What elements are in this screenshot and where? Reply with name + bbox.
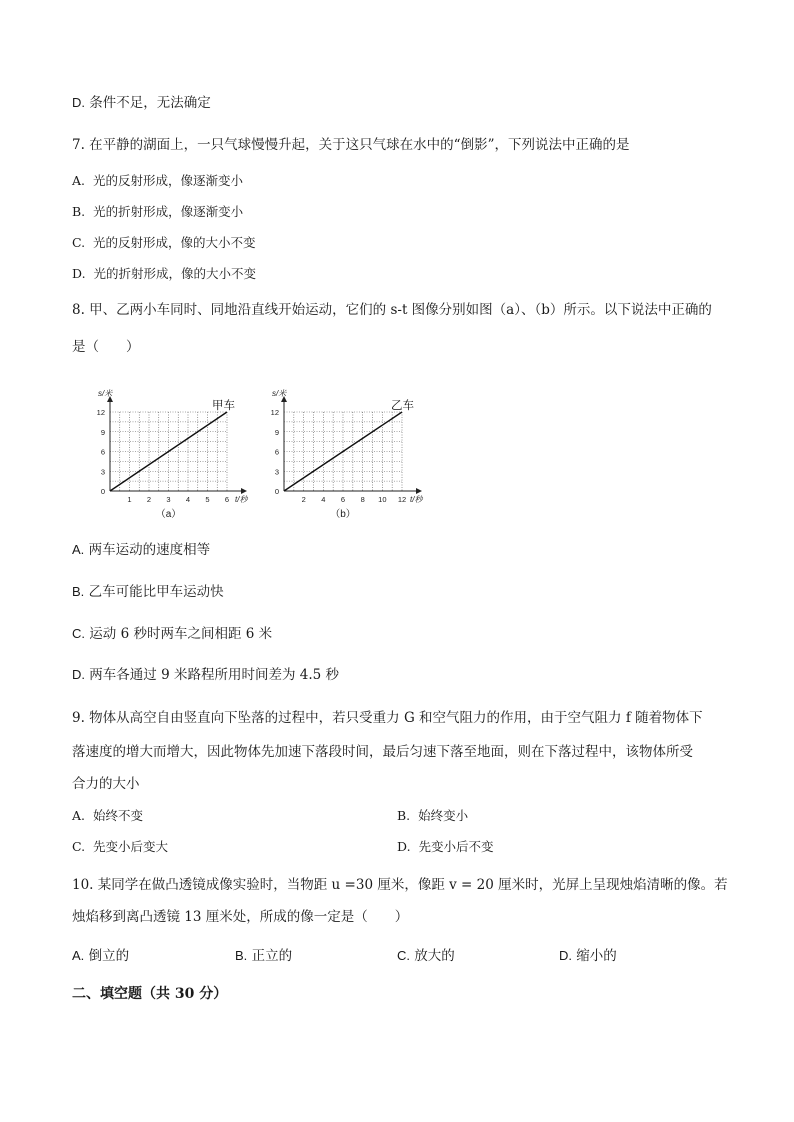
y-tick-label: 0 [274,487,279,496]
q9-option-a: A. 始终不变 [72,808,143,823]
q7-option-c: C. 光的反射形成，像的大小不变 [72,235,256,250]
q8-option-b: B. 乙车可能比甲车运动快 [72,584,224,600]
y-tick-label: 9 [100,427,105,437]
x-tick-label: 4 [321,495,326,504]
y-tick-label: 6 [274,447,279,457]
x-axis-label: t/秒 [410,495,423,504]
chart-caption: （b） [330,509,356,520]
y-tick-label: 12 [96,408,105,417]
x-tick-label: 4 [185,495,191,504]
q9-stem-line1: 9. 物体从高空自由竖直向下坠落的过程中，若只受重力 G 和空气阻力的作用，由于空气阻力 f 随着物体下 [72,710,703,726]
x-axis-arrow [241,488,247,494]
x-tick-label: 10 [378,495,387,504]
q7-option-b: B. 光的折射形成，像逐渐变小 [72,204,244,219]
q10-option-d: D. 缩小的 [559,948,617,964]
y-tick-label: 3 [100,467,105,477]
q7-option-d: D. 光的折射形成，像的大小不变 [72,266,257,281]
chart-title: 乙车 [391,400,414,412]
q8-option-d: D. 两车各通过 9 米路程所用时间差为 4.5 秒 [72,667,340,683]
x-tick-label: 5 [205,495,210,504]
q10-option-b: B. 正立的 [235,948,293,964]
q9-option-d: D. 先变小后不变 [397,839,494,854]
q10-stem-line1: 10. 某同学在做凸透镜成像实验时，当物距 u =30 厘米，像距 v = 20 厘米时，光屏上呈现烛焰清晰的像。若 [72,877,728,893]
q8-option-c: C. 运动 6 秒时两车之间相距 6 米 [72,626,273,642]
q9-stem-line2: 落速度的增大而增大，因此物体先加速下落段时间，最后匀速下落至地面，则在下落过程中，该物体所受 [72,744,693,760]
x-tick-label: 2 [301,495,306,504]
chart-b [258,388,438,528]
x-tick-label: 3 [166,495,171,504]
y-tick-label: 3 [274,467,279,477]
x-tick-label: 1 [127,495,132,504]
chart-caption: （a） [155,509,182,520]
section-2-title: 二、填空题（共 30 分） [72,986,228,1002]
y-axis-label: s/米 [98,389,113,398]
x-axis-label: t/秒 [235,495,248,504]
x-tick-label: 6 [340,495,346,504]
q9-stem-line3: 合力的大小 [72,776,140,792]
q10-option-c: C. 放大的 [397,948,455,964]
y-tick-label: 6 [100,447,105,457]
q8-option-a: A. 两车运动的速度相等 [72,542,211,558]
q7-stem: 7. 在平静的湖面上，一只气球慢慢升起，关于这只气球在水中的“倒影”，下列说法中正确的是 [72,137,630,153]
x-tick-label: 6 [224,495,230,504]
y-tick-label: 12 [270,408,279,417]
q6-option-d: D. 条件不足，无法确定 [72,95,211,111]
q9-option-b: B. 始终变小 [397,808,469,823]
q10-stem-line2: 烛焰移到离凸透镜 13 厘米处，所成的像一定是（ ） [72,909,409,925]
y-tick-label: 9 [274,427,279,437]
q10-option-a: A. 倒立的 [72,948,130,964]
q8-stem-line1: 8. 甲、乙两小车同时、同地沿直线开始运动，它们的 s-t 图像分别如图（a）、（b）所示。以下说法中正确的 [72,302,712,318]
q7-option-a: A. 光的反射形成，像逐渐变小 [72,173,243,188]
chart-title: 甲车 [212,400,235,412]
x-tick-label: 2 [146,495,152,504]
x-tick-label: 8 [360,495,365,504]
x-tick-label: 12 [397,495,407,504]
y-axis-label: s/米 [272,389,287,398]
q9-option-c: C. 先变小后变大 [72,839,169,854]
chart-a [90,388,260,528]
x-axis-arrow [416,488,422,494]
y-tick-label: 0 [100,487,105,496]
q8-stem-line2: 是（ ） [72,339,140,355]
